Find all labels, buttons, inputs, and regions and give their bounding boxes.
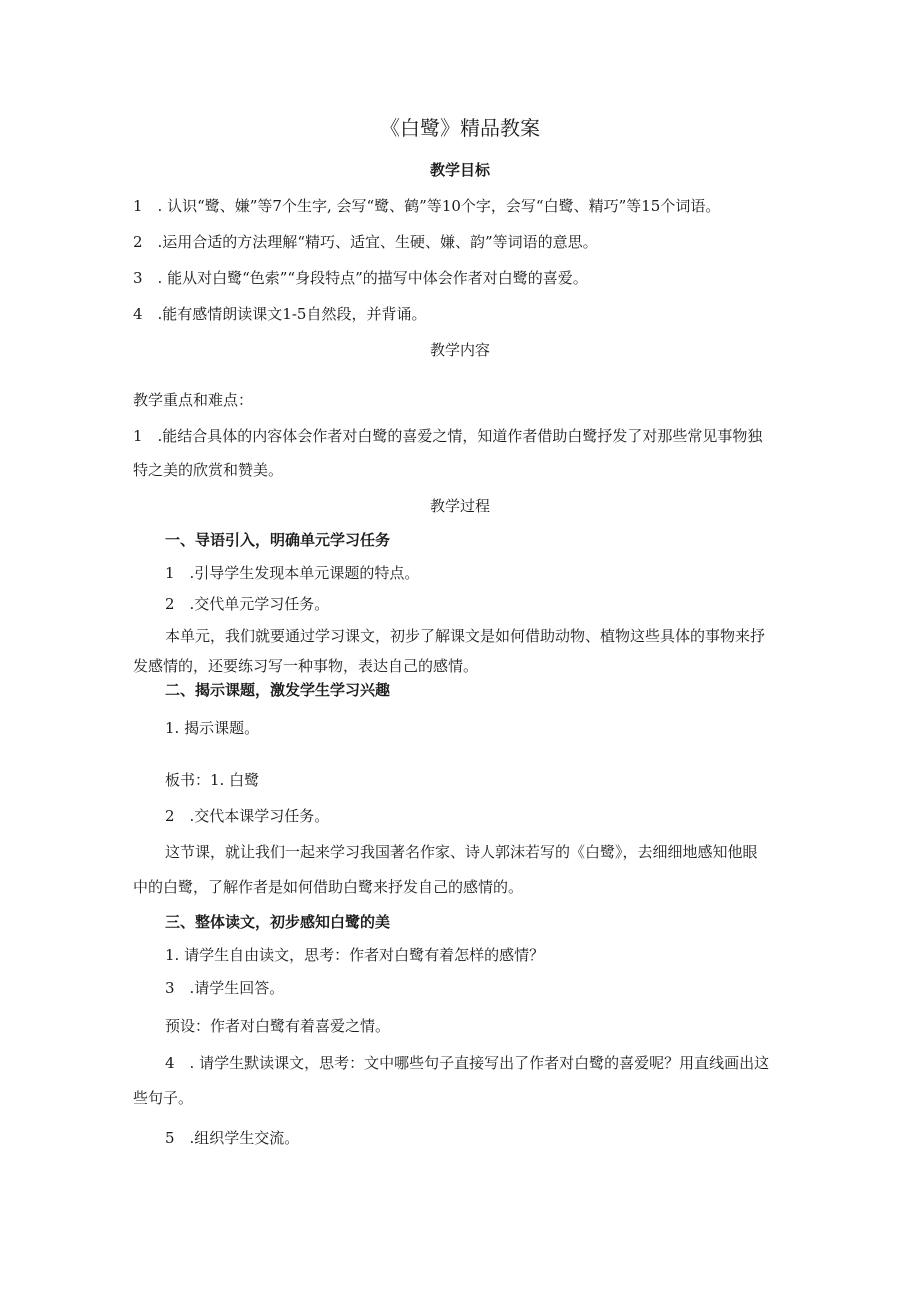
part-3-item-1: 1. 请学生自由读文，思考：作者对白鹭有着怎样的感情？ xyxy=(165,946,545,964)
goal-item-3: 3 . 能从对白鹭“色索”“身段特点”的描写中体会作者对白鹭的喜爱。 xyxy=(133,269,588,287)
part-1-heading: 一、导语引入，明确单元学习任务 xyxy=(165,531,391,549)
goal-item-4: 4 .能有感情朗读课文1-5自然段，并背诵。 xyxy=(133,305,427,323)
part-3-heading: 三、整体读文，初步感知白鹭的美 xyxy=(165,913,391,931)
part-2-paragraph-line-1: 这节课，就让我们一起来学习我国著名作家、诗人郭沫若写的《白鹭》，去细细地感知他眼 xyxy=(165,843,758,861)
part-2-heading: 二、揭示课题，激发学生学习兴趣 xyxy=(165,681,391,699)
part-2-item-1: 1. 揭示课题。 xyxy=(165,719,260,737)
key-point-1-line-1: 1 .能结合具体的内容体会作者对白鹭的喜爱之情，知道作者借助白鹭抒发了对那些常见事物独 xyxy=(133,427,763,445)
part-3-item-4-line-1: 4 . 请学生默读课文，思考：文中哪些句子直接写出了作者对白鹭的喜爱呢？用直线画出这 xyxy=(165,1054,770,1072)
goal-item-2: 2 .运用合适的方法理解“精巧、适宜、生硬、嫌、韵”等词语的意思。 xyxy=(133,233,598,251)
part-2-item-2: 2 .交代本课学习任务。 xyxy=(165,807,330,825)
part-1-paragraph-line-1: 本单元，我们就要通过学习课文，初步了解课文是如何借助动物、植物这些具体的事物来抒 xyxy=(165,627,766,645)
part-2-board: 板书：1. 白鹭 xyxy=(165,771,260,789)
key-point-1-line-2: 特之美的欣赏和赞美。 xyxy=(133,461,284,479)
section-heading-goals: 教学目标 xyxy=(429,161,490,179)
part-1-item-1: 1 .引导学生发现本单元课题的特点。 xyxy=(165,564,420,582)
section-heading-content: 教学内容 xyxy=(429,341,490,359)
part-3-preset: 预设：作者对白鹭有着喜爱之情。 xyxy=(165,1017,391,1035)
part-3-item-4-line-2: 些句子。 xyxy=(133,1089,194,1107)
section-heading-process: 教学过程 xyxy=(429,497,490,515)
part-3-item-3: 3 .请学生回答。 xyxy=(165,979,285,997)
part-2-paragraph-line-2: 中的白鹭，了解作者是如何借助白鹭来抒发自己的感情的。 xyxy=(133,878,524,896)
key-points-label: 教学重点和难点： xyxy=(133,391,254,409)
document-title: 《白鹭》精品教案 xyxy=(380,116,540,140)
part-3-item-5: 5 .组织学生交流。 xyxy=(165,1129,300,1147)
part-1-item-2: 2 .交代单元学习任务。 xyxy=(165,595,330,613)
part-1-paragraph-line-2: 发感情的，还要练习写一种事物，表达自己的感情。 xyxy=(133,657,479,675)
goal-item-1: 1 . 认识“鹭、嫌”等7个生字, 会写“鹭、鹤”等10个字，会写“白鹭、精巧”等15个词语。 xyxy=(133,197,721,215)
